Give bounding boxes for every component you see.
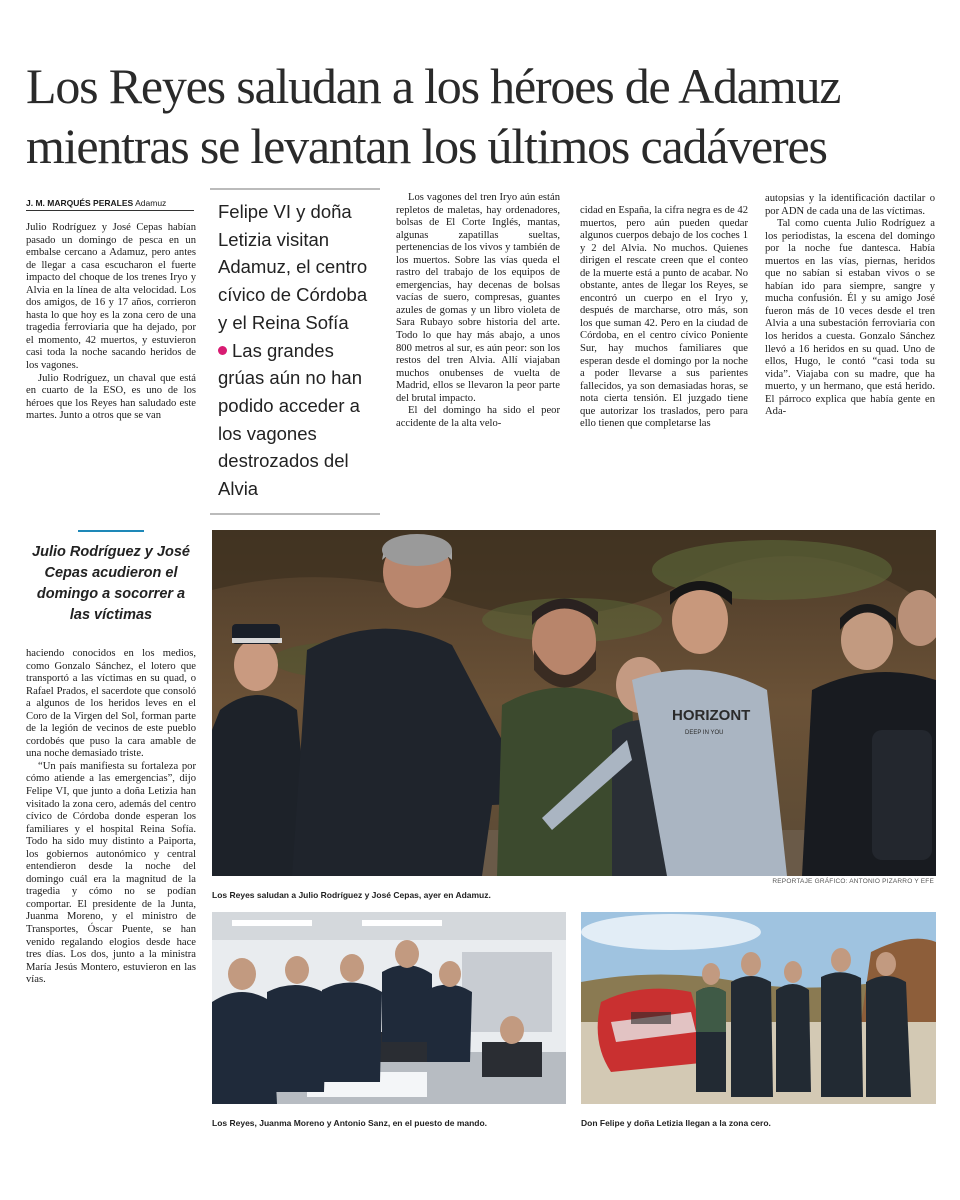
paragraph: haciendo conocidos en los medios, como Gonzalo Sánchez, el lotero que transportó a las víctimas en su quad, o Rafael Prados, el sacerdote que consoló a algunos de los heridos leves en el Coro de la Virgen del Sol, forman parte de la legión de vecinos de este pueblo cordobés que puso la cara amable de una noche demasiado triste. (26, 648, 196, 760)
column-1-top (26, 222, 196, 520)
byline-location: Adamuz (135, 198, 167, 208)
byline-author: J. M. MARQUÉS PERALES (26, 198, 134, 208)
sweater-subtext: DEEP IN YOU (685, 730, 724, 736)
paragraph: El del domingo ha sido el peor accidente de la alta velo- (396, 405, 560, 429)
photo-credit: REPORTAJE GRÁFICO: ANTONIO PIZARRO Y EFE (772, 878, 934, 885)
pull-quote-text: Julio Rodríguez y José Cepas acudieron el domingo a socorrer a las víctimas (32, 544, 190, 623)
ground-zero-photo (581, 912, 936, 1104)
sidebar-lead: Felipe VI y doña Letizia visitan Adamuz, el centro cívico de Córdoba y el Reina Sofía (218, 201, 368, 333)
column-5 (765, 193, 935, 520)
divider (78, 530, 144, 532)
paragraph: autopsias y la identificación dactilar o por ADN de cada una de las víctimas. (765, 193, 935, 217)
paragraph: Los vagones del tren Iryo aún están repletos de maletas, hay ordenadores, bolsas de El Corte Inglés, mantas, algunas zapatillas sueltas, pertenencias de los vivos y también de los muertos. Sobre las vías queda el rastro del trabajo de los equipos de emergencias, hay decenas de bolsas vacías de suero, compresas, guantes azules de gomas y un libro violeta de Sara Rubayo sobre historia del arte. Todo lo que hay más abajo, a unos 800 metros al sur, es aún peor: son los restos del tren Alvia. Allí viajaban muchos onubenses de vuelta de Madrid, ellos se llevaron la peor parte del brutal impacto. (396, 192, 560, 404)
command-post-illustration (212, 912, 566, 1104)
command-post-caption: Los Reyes, Juanma Moreno y Antonio Sanz, en el puesto de mando. (212, 1118, 488, 1128)
column-3 (396, 192, 560, 520)
headline: Los Reyes saludan a los héroes de Adamuz mientras se levantan los últimos cadáveres (26, 58, 841, 174)
sidebar-bullet-text: Las grandes grúas aún no han podido acceder a los vagones destrozados del Alvia (218, 339, 363, 500)
pull-quote (26, 530, 196, 626)
main-photo-illustration (212, 530, 936, 876)
paragraph: Tal como cuenta Julio Rodríguez a los periodistas, la escena del domingo por la noche fue dantesca. Había muertos en las vías, piernas, heridos que no sabían si estaban vivos o se habían ido para siempre, sangre y mucha confusión. Él y su amigo José fueron más de 10 veces desde el tren Alvia a una subestación ferroviaria con los heridos a cuesta. Gonzalo Sánchez llevó a 16 heridos en su quad. Uno de ellos, Hugo, le contó “casi toda su vida”. Viajaba con su madre, que ha muerto, y un hermano, que está herido. El párroco explica que había gente en Ada- (765, 218, 935, 418)
sidebar-box (210, 188, 380, 515)
sweater-text: HORIZONT (672, 707, 751, 724)
ground-zero-caption: Don Felipe y doña Letizia llegan a la zona cero. (581, 1118, 771, 1128)
byline (26, 198, 194, 211)
paragraph: cidad en España, la cifra negra es de 42 muertos, pero aún pueden quedar algunos cuerpos debajo de los coches 1 y 2 del Alvia. No muchos. Quienes dirigen el rescate creen que el conteo de la muerte está a punto de acabar. No obstante, antes de llegar los Reyes, se encontró un cuerpo en el Iryo y, después de marcharse, otro más, son los que suman 42. Pero en la ciudad de Córdoba, en el centro cívico Poniente Sur, hay muchos familiares que esperan desde el domingo por la noche a poder llevarse a sus parientes fallecidos, ya son demasiadas horas, se nota cierta tensión. El juzgado tiene que autorizar los traslados, pero para ello tienen que completarse las (580, 205, 748, 430)
command-post-photo (212, 912, 566, 1104)
main-photo-caption: Los Reyes saludan a Julio Rodríguez y José Cepas, ayer en Adamuz. (212, 890, 491, 900)
bullet-icon (218, 346, 227, 355)
main-photo (212, 530, 936, 876)
paragraph: Julio Rodríguez, un chaval que está en cuarto de la ESO, es uno de los héroes que los Reyes han saludado este martes. Junto a otros que se van (26, 372, 196, 422)
paragraph: “Un país manifiesta su fortaleza por cómo atiende a las emergencias”, dijo Felipe VI, que junto a doña Letizia han visitado la zona cero, además del centro cívico de Córdoba donde esperan los familiares y el hospital Reina Sofía. Todo ha sido muy distinto a Paiporta, los gobiernos autonómico y central entendieron desde la noche del domingo cuál era la magnitud de la tragedia y cómo no se podían comportar. El presidente de la Junta, Juanma Moreno, y el ministro de Transportes, Óscar Puente, se han venido regalando elogios desde hace tres días. Los dos, junto a la ministra María Jesús Montero, estuvieron en las vías. (26, 760, 196, 986)
column-1-bottom (26, 648, 196, 1130)
paragraph: Julio Rodríguez y José Cepas habían pasado un domingo de pesca en un embalse cercano a Adamuz, pero antes de llegar a casa escucharon el fuerte impacto del choque de los trenes Iryo y Alvia en la línea de alta velocidad. Los dos amigos, de 16 y 17 años, corrieron hasta lo que hoy es la zona cero de una tragedia ferroviaria que ha dejado, por el momento, 42 muertos, y estuvieron casi toda la noche sacando heridos de los vagones. (26, 222, 196, 372)
ground-zero-illustration (581, 912, 936, 1104)
column-4 (580, 205, 748, 520)
